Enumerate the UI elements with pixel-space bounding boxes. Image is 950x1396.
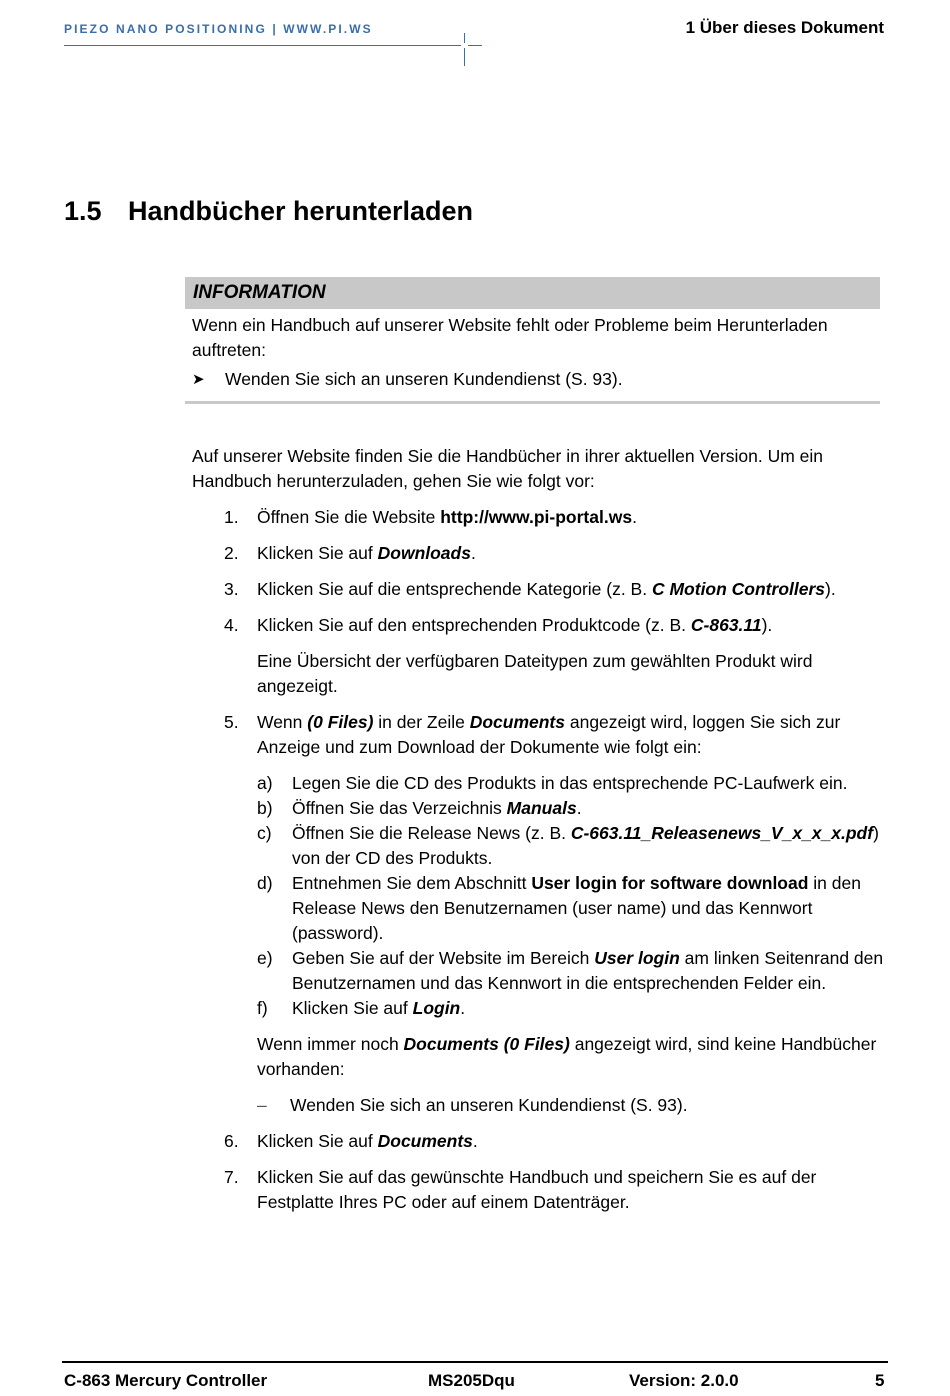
substep-label: f)	[257, 998, 268, 1018]
substep-label: c)	[257, 823, 272, 843]
manuals-term: Manuals	[506, 798, 577, 818]
substep-text-end: in den Release News den Benutzernamen (user name) und das Kennwort (password).	[292, 873, 861, 943]
category-term: C Motion Controllers	[651, 579, 826, 599]
substep-text-end: ) von der CD des Produkts.	[292, 823, 879, 868]
information-heading: INFORMATION	[185, 277, 880, 309]
substep-label: d)	[257, 873, 273, 893]
substep-b	[257, 796, 892, 821]
note-text: Wenn immer noch	[257, 1034, 404, 1054]
substep-c	[257, 821, 892, 871]
substep-text: Klicken Sie auf	[292, 998, 413, 1018]
dash-list-item	[257, 1093, 892, 1118]
step-text: Klicken Sie auf	[257, 1131, 378, 1151]
login-term: Login	[412, 998, 461, 1018]
substep-a	[257, 771, 892, 796]
step-text-end: ).	[761, 615, 773, 635]
step-number: 3.	[224, 579, 239, 599]
step-text-mid: in der Zeile	[373, 712, 470, 732]
footer-page-number: 5	[875, 1371, 885, 1390]
crosshair-logo-gap	[461, 43, 468, 48]
substep-text: Geben Sie auf der Website im Bereich	[292, 948, 595, 968]
substep-text-end: .	[460, 998, 466, 1018]
documents-term: Documents	[377, 1131, 473, 1151]
step-text-end: .	[470, 543, 476, 563]
step-number: 5.	[224, 712, 239, 732]
website-url-link[interactable]: http://www.pi-portal.ws	[440, 507, 633, 527]
footer-version: Version: 2.0.0	[629, 1371, 739, 1390]
step-7	[192, 1165, 892, 1215]
step-number: 4.	[224, 615, 239, 635]
footer-product: C-863 Mercury Controller	[64, 1371, 268, 1390]
substep-text: Öffnen Sie das Verzeichnis	[292, 798, 507, 818]
step-number: 7.	[224, 1167, 239, 1187]
substep-e	[257, 946, 892, 996]
note-text-end: angezeigt wird, sind keine Handbücher vorhanden:	[257, 1034, 877, 1079]
step-4-note: Eine Übersicht der verfügbaren Dateitypen zum gewählten Produkt wird angezeigt.	[257, 651, 813, 696]
information-bullet	[192, 367, 872, 392]
footer-doc-id: MS205Dqu	[428, 1371, 515, 1390]
information-text: Wenn ein Handbuch auf unserer Website fehlt oder Probleme beim Herunterladen auftreten:	[192, 315, 828, 360]
step-text-end: angezeigt wird, loggen Sie sich zur Anzeige und zum Download der Dokumente wie folgt ein:	[257, 712, 841, 757]
dash-bullet-icon: –	[257, 1095, 267, 1115]
substep-text-end: am linken Seitenrand den Benutzernamen und das Kennwort in die entsprechenden Felder ein.	[292, 948, 884, 993]
substep-label: b)	[257, 798, 273, 818]
documents-term: Documents	[469, 712, 565, 732]
substep-text: Legen Sie die CD des Produkts in das entsprechende PC-Laufwerk ein.	[292, 773, 848, 793]
information-bullet-text: Wenden Sie sich an unseren Kundendienst (S. 93).	[225, 369, 623, 389]
footer-rule	[62, 1361, 888, 1363]
step-text-end: .	[472, 1131, 478, 1151]
intro-paragraph: Auf unserer Website finden Sie die Handbücher in ihrer aktuellen Version. Um ein Handbuch herunterzuladen, gehen Sie wie folgt vor:	[192, 446, 823, 491]
information-box	[185, 277, 880, 404]
step-5-note	[192, 1032, 892, 1118]
step-1	[192, 505, 892, 530]
step-text: Klicken Sie auf	[257, 543, 378, 563]
step-number: 1.	[224, 507, 239, 527]
substep-label: e)	[257, 948, 273, 968]
substep-label: a)	[257, 773, 273, 793]
arrow-bullet-icon: ➤	[192, 371, 205, 388]
step-4	[192, 613, 892, 638]
substep-text-end: .	[576, 798, 582, 818]
running-header-title: 1 Über dieses Dokument	[685, 18, 884, 37]
step-6	[192, 1129, 892, 1154]
main-content	[192, 444, 892, 1226]
step-text: Klicken Sie auf den entsprechenden Produktcode (z. B.	[257, 615, 691, 635]
downloads-term: Downloads	[377, 543, 471, 563]
crosshair-logo-vertical	[464, 33, 465, 66]
user-login-term: User login	[594, 948, 680, 968]
user-login-section-term: User login for software download	[531, 873, 809, 893]
documents-zero-files-term: Documents (0 Files)	[403, 1034, 570, 1054]
brand-tagline: PIEZO NANO POSITIONING | WWW.PI.WS	[64, 22, 373, 36]
release-news-filename: C-663.11_Releasenews_V_x_x_x.pdf	[570, 823, 874, 843]
step-text: Klicken Sie auf die entsprechende Kategorie (z. B.	[257, 579, 652, 599]
substep-d	[257, 871, 892, 946]
information-bottom-rule	[185, 401, 880, 404]
step-3	[192, 577, 892, 602]
step-text-end: .	[632, 507, 637, 527]
header-rule	[64, 45, 448, 46]
dash-item-text: Wenden Sie sich an unseren Kundendienst (S. 93).	[290, 1095, 688, 1115]
substep-f	[257, 996, 892, 1021]
step-2	[192, 541, 892, 566]
section-number: 1.5	[64, 196, 102, 226]
section-title: Handbücher herunterladen	[128, 196, 474, 226]
substep-text: Öffnen Sie die Release News (z. B.	[292, 823, 571, 843]
step-text-end: ).	[825, 579, 836, 599]
step-5-substeps	[257, 771, 892, 1021]
step-text: Öffnen Sie die Website	[257, 507, 441, 527]
step-number: 6.	[224, 1131, 239, 1151]
step-text: Wenn	[257, 712, 308, 732]
step-5	[192, 710, 892, 1021]
zero-files-term: (0 Files)	[307, 712, 374, 732]
information-body	[185, 309, 880, 392]
section-heading	[64, 196, 473, 227]
step-number: 2.	[224, 543, 239, 563]
step-text: Klicken Sie auf das gewünschte Handbuch und speichern Sie es auf der Festplatte Ihres PC oder auf einem Datenträger.	[257, 1167, 817, 1212]
product-code-term: C-863.11	[690, 615, 762, 635]
substep-text: Entnehmen Sie dem Abschnitt	[292, 873, 532, 893]
